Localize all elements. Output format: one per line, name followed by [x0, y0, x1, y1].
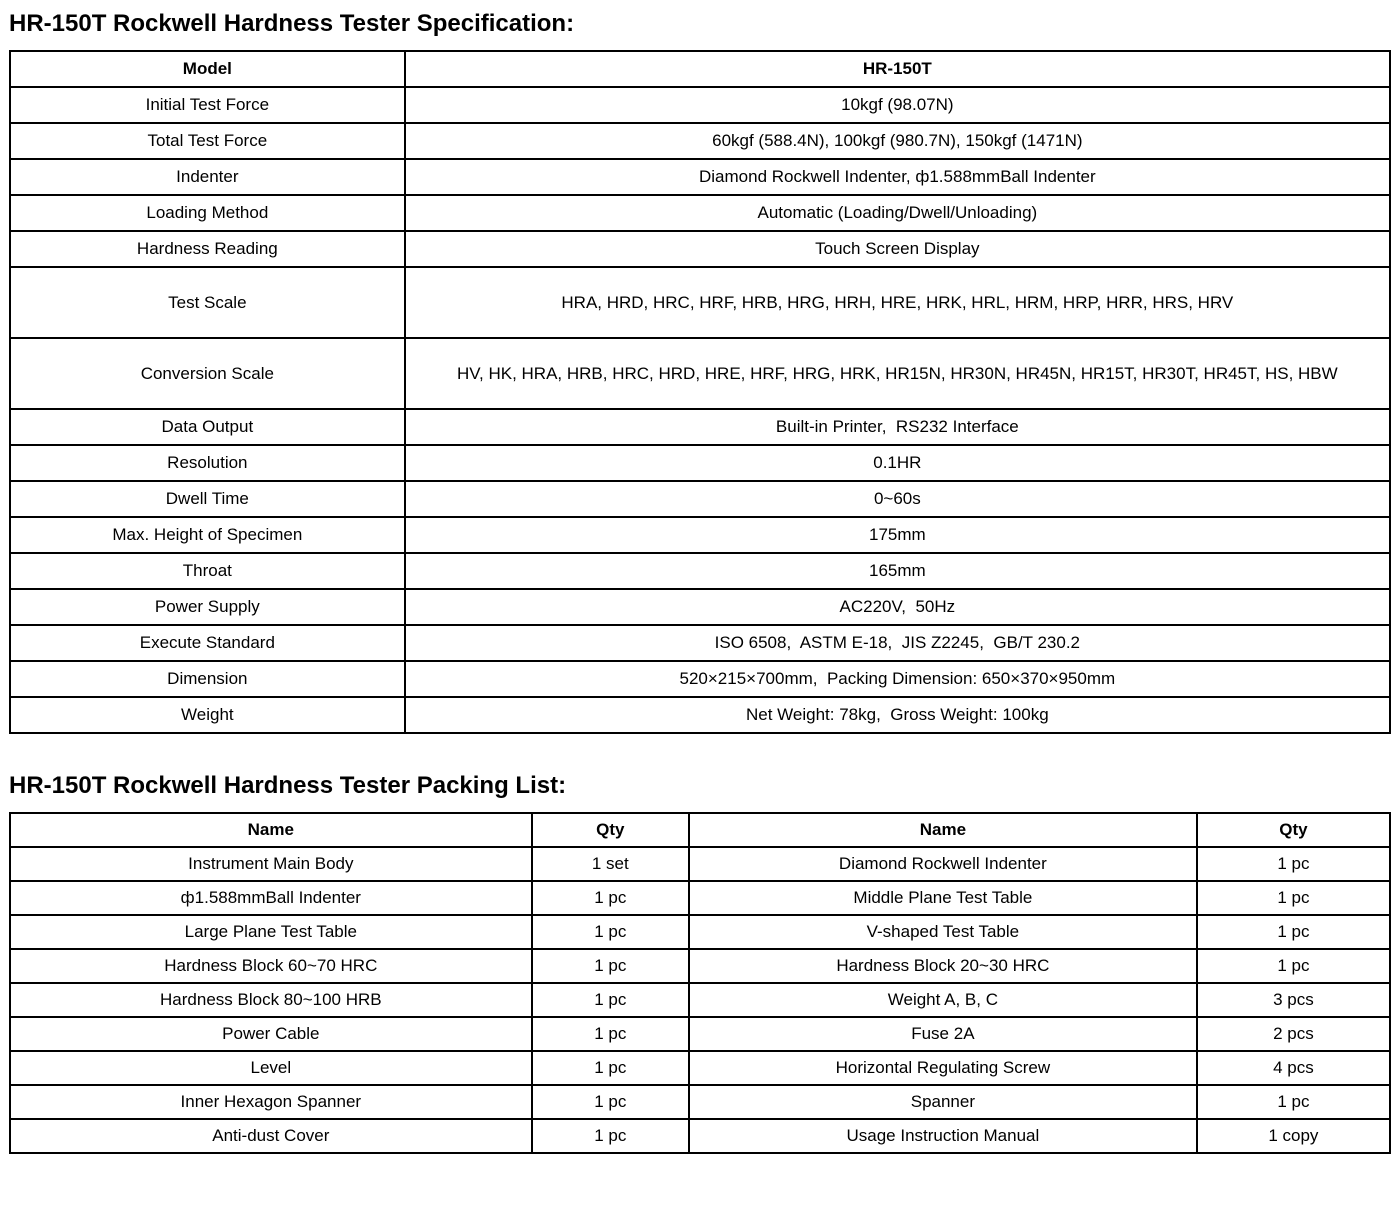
packing-item-qty: 1 pc	[1197, 949, 1390, 983]
spec-row-value: Touch Screen Display	[405, 231, 1390, 267]
packing-item-name: Hardness Block 80~100 HRB	[10, 983, 532, 1017]
packing-item-name: Hardness Block 20~30 HRC	[689, 949, 1197, 983]
packing-item-qty: 4 pcs	[1197, 1051, 1390, 1085]
spec-row-value: 10kgf (98.07N)	[405, 87, 1390, 123]
spec-row-label: Test Scale	[10, 267, 405, 338]
packing-item-qty: 2 pcs	[1197, 1017, 1390, 1051]
spec-row-value: ISO 6508, ASTM E-18, JIS Z2245, GB/T 230.2	[405, 625, 1390, 661]
spec-row-label: Loading Method	[10, 195, 405, 231]
packing-item-name: Large Plane Test Table	[10, 915, 532, 949]
packing-header-name-2: Name	[689, 813, 1197, 847]
spec-row-label: Weight	[10, 697, 405, 733]
packing-item-qty: 1 pc	[532, 1051, 689, 1085]
packing-item-name: Anti-dust Cover	[10, 1119, 532, 1153]
packing-item-qty: 1 pc	[1197, 847, 1390, 881]
packing-item-name: Level	[10, 1051, 532, 1085]
spec-row-label: Hardness Reading	[10, 231, 405, 267]
packing-item-name: Inner Hexagon Spanner	[10, 1085, 532, 1119]
spec-row-value: Diamond Rockwell Indenter, ф1.588mmBall Indenter	[405, 159, 1390, 195]
spec-row-label: Dimension	[10, 661, 405, 697]
spec-row-value: HRA, HRD, HRC, HRF, HRB, HRG, HRH, HRE, HRK, HRL, HRM, HRP, HRR, HRS, HRV	[405, 267, 1390, 338]
packing-row	[10, 1085, 1390, 1119]
spec-row-label: Resolution	[10, 445, 405, 481]
spec-row	[10, 481, 1390, 517]
packing-item-name: Diamond Rockwell Indenter	[689, 847, 1197, 881]
packing-row	[10, 983, 1390, 1017]
spec-row	[10, 553, 1390, 589]
spec-row-label: Initial Test Force	[10, 87, 405, 123]
packing-table-body	[10, 813, 1390, 1153]
packing-item-qty: 1 pc	[1197, 1085, 1390, 1119]
spec-row-label: Data Output	[10, 409, 405, 445]
spec-row-value: 60kgf (588.4N), 100kgf (980.7N), 150kgf (1471N)	[405, 123, 1390, 159]
spec-row-label: Throat	[10, 553, 405, 589]
packing-row	[10, 1119, 1390, 1153]
packing-row	[10, 1051, 1390, 1085]
spec-table	[9, 50, 1391, 734]
packing-row	[10, 949, 1390, 983]
packing-item-name: Weight A, B, C	[689, 983, 1197, 1017]
spec-row	[10, 159, 1390, 195]
spec-header-value: HR-150T	[405, 51, 1390, 87]
spec-row	[10, 661, 1390, 697]
spec-row-label: Indenter	[10, 159, 405, 195]
packing-item-qty: 1 pc	[532, 1017, 689, 1051]
spec-row-label: Max. Height of Specimen	[10, 517, 405, 553]
spec-row	[10, 517, 1390, 553]
packing-item-name: Power Cable	[10, 1017, 532, 1051]
spec-row-label: Execute Standard	[10, 625, 405, 661]
spec-row-label: Total Test Force	[10, 123, 405, 159]
packing-item-qty: 1 pc	[1197, 881, 1390, 915]
spec-row-value: HV, HK, HRA, HRB, HRC, HRD, HRE, HRF, HRG, HRK, HR15N, HR30N, HR45N, HR15T, HR30T, HR45T, HS, HBW	[405, 338, 1390, 409]
spec-row	[10, 195, 1390, 231]
spec-row	[10, 338, 1390, 409]
packing-item-name: Instrument Main Body	[10, 847, 532, 881]
spec-row	[10, 123, 1390, 159]
packing-row	[10, 847, 1390, 881]
spec-row	[10, 625, 1390, 661]
spec-row-value: 165mm	[405, 553, 1390, 589]
packing-row	[10, 1017, 1390, 1051]
spec-row-value: 175mm	[405, 517, 1390, 553]
spec-row-label: Dwell Time	[10, 481, 405, 517]
packing-item-qty: 1 pc	[532, 1119, 689, 1153]
spec-row	[10, 87, 1390, 123]
spec-row-value: AC220V, 50Hz	[405, 589, 1390, 625]
packing-item-name: Spanner	[689, 1085, 1197, 1119]
packing-table	[9, 812, 1391, 1154]
spec-title: HR-150T Rockwell Hardness Tester Specification:	[9, 10, 575, 37]
packing-item-qty: 1 pc	[1197, 915, 1390, 949]
packing-item-qty: 1 pc	[532, 915, 689, 949]
spec-row	[10, 409, 1390, 445]
packing-header-name-1: Name	[10, 813, 532, 847]
packing-item-name: V-shaped Test Table	[689, 915, 1197, 949]
spec-row	[10, 589, 1390, 625]
packing-item-name: Middle Plane Test Table	[689, 881, 1197, 915]
spec-header-model: Model	[10, 51, 405, 87]
spec-row-value: Automatic (Loading/Dwell/Unloading)	[405, 195, 1390, 231]
spec-row-label: Power Supply	[10, 589, 405, 625]
packing-item-qty: 3 pcs	[1197, 983, 1390, 1017]
packing-item-name: ф1.588mmBall Indenter	[10, 881, 532, 915]
spec-row-label: Conversion Scale	[10, 338, 405, 409]
packing-item-name: Hardness Block 60~70 HRC	[10, 949, 532, 983]
spec-header-row	[10, 51, 1390, 87]
packing-header-qty-1: Qty	[532, 813, 689, 847]
packing-item-name: Horizontal Regulating Screw	[689, 1051, 1197, 1085]
packing-item-name: Fuse 2A	[689, 1017, 1197, 1051]
packing-item-qty: 1 pc	[532, 881, 689, 915]
packing-item-qty: 1 set	[532, 847, 689, 881]
spec-row	[10, 445, 1390, 481]
spec-row	[10, 267, 1390, 338]
spec-table-body	[10, 51, 1390, 733]
spec-row-value: Net Weight: 78kg, Gross Weight: 100kg	[405, 697, 1390, 733]
spec-row-value: 520×215×700mm, Packing Dimension: 650×370×950mm	[405, 661, 1390, 697]
packing-row	[10, 881, 1390, 915]
packing-title: HR-150T Rockwell Hardness Tester Packing List:	[9, 772, 567, 799]
packing-row	[10, 915, 1390, 949]
spec-row-value: 0.1HR	[405, 445, 1390, 481]
packing-item-name: Usage Instruction Manual	[689, 1119, 1197, 1153]
packing-item-qty: 1 copy	[1197, 1119, 1390, 1153]
packing-item-qty: 1 pc	[532, 983, 689, 1017]
packing-item-qty: 1 pc	[532, 1085, 689, 1119]
spec-row-value: Built-in Printer, RS232 Interface	[405, 409, 1390, 445]
packing-header-qty-2: Qty	[1197, 813, 1390, 847]
spec-row-value: 0~60s	[405, 481, 1390, 517]
packing-header-row	[10, 813, 1390, 847]
spec-row	[10, 231, 1390, 267]
spec-row	[10, 697, 1390, 733]
packing-item-qty: 1 pc	[532, 949, 689, 983]
